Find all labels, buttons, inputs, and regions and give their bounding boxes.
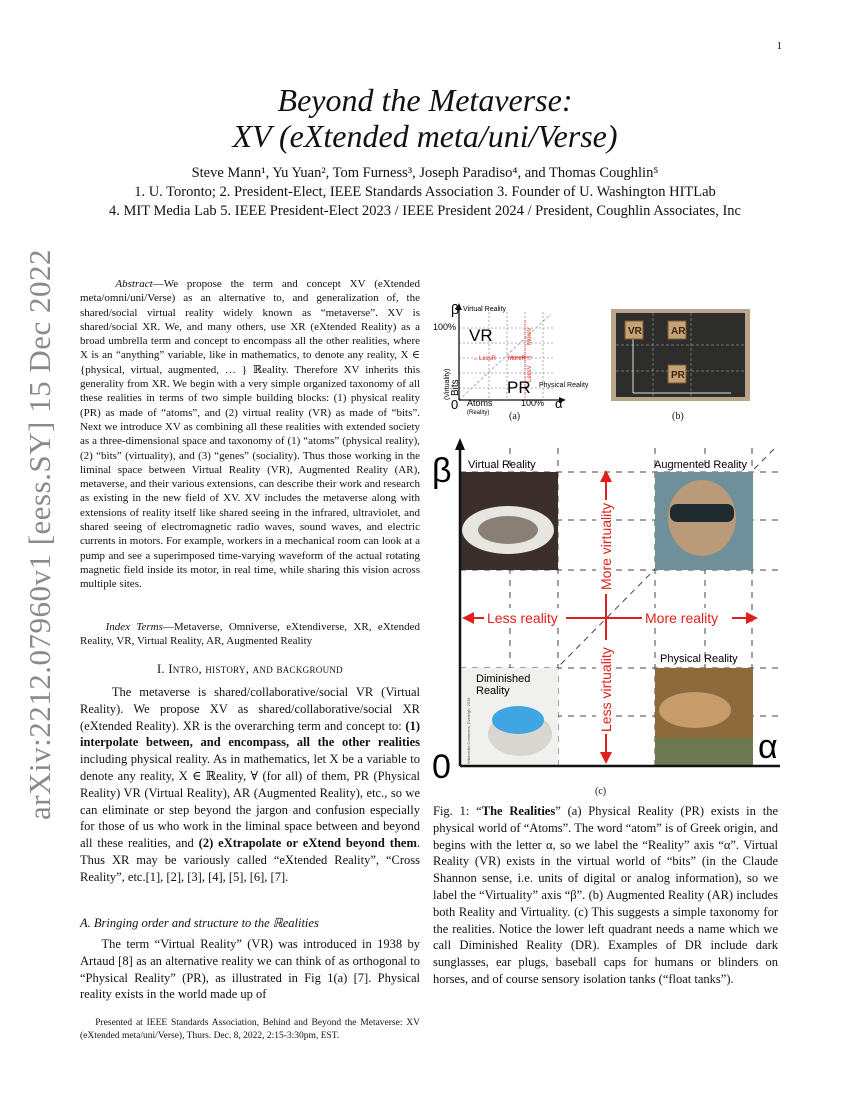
fig-a-reality: (Reality) — [467, 410, 490, 416]
intro-bold-1: (1) interpolate between, and encompass, all the other realities — [80, 718, 420, 750]
affiliations-2: 4. MIT Media Lab 5. IEEE President-Elect 2023 / IEEE President 2024 / President, Coughlin Associates, Inc — [109, 203, 741, 219]
fig-c-more-virtuality: More virtuality — [598, 502, 614, 590]
fig-b-ar: AR — [671, 326, 686, 337]
history-text: The term “Virtual Reality” (VR) was introduced in 1938 by Artaud [8] as an alternative reality we can think of as orthogonal to “Physical Reality” (PR), as illustrated in Fig 1(a) [7]. Physical reality exists in the world made up of — [80, 937, 420, 1002]
fig-c-label: (c) — [595, 786, 607, 797]
index-terms-text: —Metaverse, Omniverse, eXtendiverse, XR, eXtended Reality, VR, Virtual Reality, AR, Augmented Reality — [80, 621, 420, 648]
caption-label: Fig. 1: “ — [433, 804, 482, 818]
fig-c-diminished-2: Reality — [476, 685, 510, 697]
fig-a-lessR: ←LessR — [473, 356, 497, 362]
caption-text: ” (a) Physical Reality (PR) exists in the physical world of “Atoms”. The word “atom” is of Greek origin, and begins with the letter α, so we label the “Reality” axis “α”. Virtual Reality (VR) exists in the virtual world of “bits” (in the Claude Shannon sense, i.e. units of digital or analog information), so we label the “Virtuality” axis “β”. (b) Augmented Reality (AR) includes both Reality and Virtuality. (c) This suggests a simple taxonomy for the realities. Notice the lower left quadrant needs a name which we call Diminished Reality (DR). Examples of DR include dark sunglasses, ear plugs, baseball caps for humans or blinders on horses, and of course sensory isolation tanks (“float tanks”). — [433, 804, 778, 986]
figure-1c-taxonomy — [430, 438, 795, 786]
fig-a-label: (a) — [509, 411, 521, 422]
fig-a-physical-reality: Physical Reality — [539, 382, 589, 389]
fig-c-diminished-1: Diminished — [476, 673, 531, 685]
fig-a-lessV: LessV — [527, 365, 533, 382]
footnote-text: Presented at IEEE Standards Association, Behind and Beyond the Metaverse: XV (eXtended meta/uni/Verse), Thurs. Dec. 8, 2022, 2:15-3:30pm, EST. — [80, 1018, 421, 1041]
fig-c-origin: 0 — [432, 748, 451, 786]
arxiv-stamp: arXiv:2212.07960v1 [eess.SY] 15 Dec 2022 — [22, 248, 57, 820]
fig-c-more-reality: More reality — [645, 610, 719, 626]
fig-c-augmented-reality: Augmented Reality — [654, 459, 747, 471]
section-heading: I. Intro, history, and background — [157, 662, 343, 676]
fig-a-virtual-reality: Virtual Reality — [463, 306, 507, 313]
intro-text-a: The metaverse is shared/collaborative/social VR (Virtual Reality). We propose XV as shared/collaborative/social XR (eXtended Reality). XR is the overarching term and concept to: — [80, 685, 421, 733]
fig-a-moreV: MoreV — [527, 327, 533, 345]
fig-a-virtuality: (Virtuality) — [444, 368, 451, 400]
fig-b-label: (b) — [672, 411, 684, 422]
fig-a-vr: VR — [469, 326, 493, 345]
fig-c-physical-reality: Physical Reality — [660, 653, 738, 665]
fig-a-pr: PR — [507, 378, 531, 397]
fig-c-less-reality: Less reality — [487, 610, 558, 626]
fig-c-less-virtuality: Less virtuality — [598, 647, 614, 732]
page-number: 1 — [776, 40, 782, 52]
fig-c-alpha: α — [758, 728, 778, 766]
fig-c-credit: Wikimedia Commons, Eveleigh, 2016 — [466, 697, 471, 764]
fig-a-atoms: Atoms — [467, 398, 493, 408]
paper-title — [0, 82, 850, 154]
abstract-label: Abstract — [115, 278, 153, 290]
intro-text-e: . Thus XR may be variously called “eXtended Reality”, “Cross Reality”, etc.[1], [2], [3], [4], [5], [6], [7]. — [80, 836, 420, 884]
author-block — [0, 164, 850, 221]
fig-a-bits: Bits — [450, 379, 461, 396]
title-line-2: XV (eXtended meta/uni/Verse) — [232, 118, 618, 154]
fig-b-pr: PR — [671, 370, 685, 381]
fig-a-x100: 100% — [521, 398, 545, 408]
fig-c-beta: β — [432, 452, 452, 490]
index-terms-label: Index Terms — [105, 621, 163, 633]
title-line-1: Beyond the Metaverse: — [277, 82, 573, 118]
author-list: Steve Mann¹, Yu Yuan², Tom Furness³, Joseph Paradiso⁴, and Thomas Coughlin⁵ — [191, 165, 659, 181]
subsection-heading: A. Bringing order and structure to the ℝealities — [80, 916, 319, 930]
figure-caption — [433, 803, 778, 988]
fig-a-origin: 0 — [451, 397, 459, 412]
history-paragraph — [80, 936, 420, 1003]
figure-1b-photo — [611, 309, 750, 401]
intro-text-c: including physical reality. As in mathematics, let X be a variable to denote any reality, X ∈ ℝeality, ∀ (for all) of them, PR (Physical Reality) VR (Virtual Reality), AR (Augmented Reality), etc., so we can eliminate or step beyond the jargon and confusion especially for those of us who work in the liminal space between and beyond all these realities, and — [80, 752, 420, 851]
fig-b-vr: VR — [628, 326, 642, 337]
abstract — [80, 277, 420, 592]
figure-1a-diagram — [433, 300, 608, 416]
fig-a-alpha: α — [555, 396, 563, 411]
fig-a-moreR: MoreR→ — [508, 356, 533, 362]
intro-bold-2: (2) eXtrapolate or eXtend beyond them — [198, 836, 417, 851]
fig-a-beta: β — [451, 301, 460, 317]
affiliations-1: 1. U. Toronto; 2. President-Elect, IEEE Standards Association 3. Founder of U. Washington HITLab — [134, 184, 716, 200]
intro-paragraph — [80, 684, 420, 886]
fig-a-y100: 100% — [433, 322, 457, 332]
footnote — [80, 1017, 420, 1042]
fig-c-virtual-reality: Virtual Reality — [468, 459, 536, 471]
abstract-text: —We propose the term and concept XV (eXtended meta/omni/uni/Verse) as an alternative to, and generalization of, the shared/social virtual reality widely known as “metaverse”. XV is shared/social XR. We, and many others, use XR (eXtended Reality) as a broad umbrella term and concept to encompass all the other realities, where X is an “anything” variable, like in mathematics, to denote any reality, X ∈ {physical, virtual, augmented, … } ℝeality. Therefore XV inherits this generality from XR. We begin with a very simple organized taxonomy of all these realities in terms of two simple building blocks: (1) physical reality (PR) as made of “atoms”, and (2) virtual reality (VR) as made of “bits”. Next we introduce XV as combining all these realities with extended society as a three-dimensional space and taxonomy of (1) “atoms” (physical reality), (2) “bits” (virtuality), and (3) “genes” (sociality). Thus those working in the liminal space between Virtual Reality (VR), Augmented Reality (AR), metaverse, and their various extensions, can describe their work and research as existing in the new field of XV. XV includes the metaverse along with extensions of reality itself like shared seeing in the infrared, ultraviolet, and shared seeing of electromagnetic radio waves, sound waves, and electric currents in motors. For example, workers in a mechanical room can look at a pump and see a superimposed time-varying waveform of the actual rotating magnetic field inside its motor, in real time, while sharing this vision across multiple sites. — [80, 278, 421, 591]
caption-bold: The Realities — [481, 804, 556, 818]
index-terms — [80, 620, 420, 649]
